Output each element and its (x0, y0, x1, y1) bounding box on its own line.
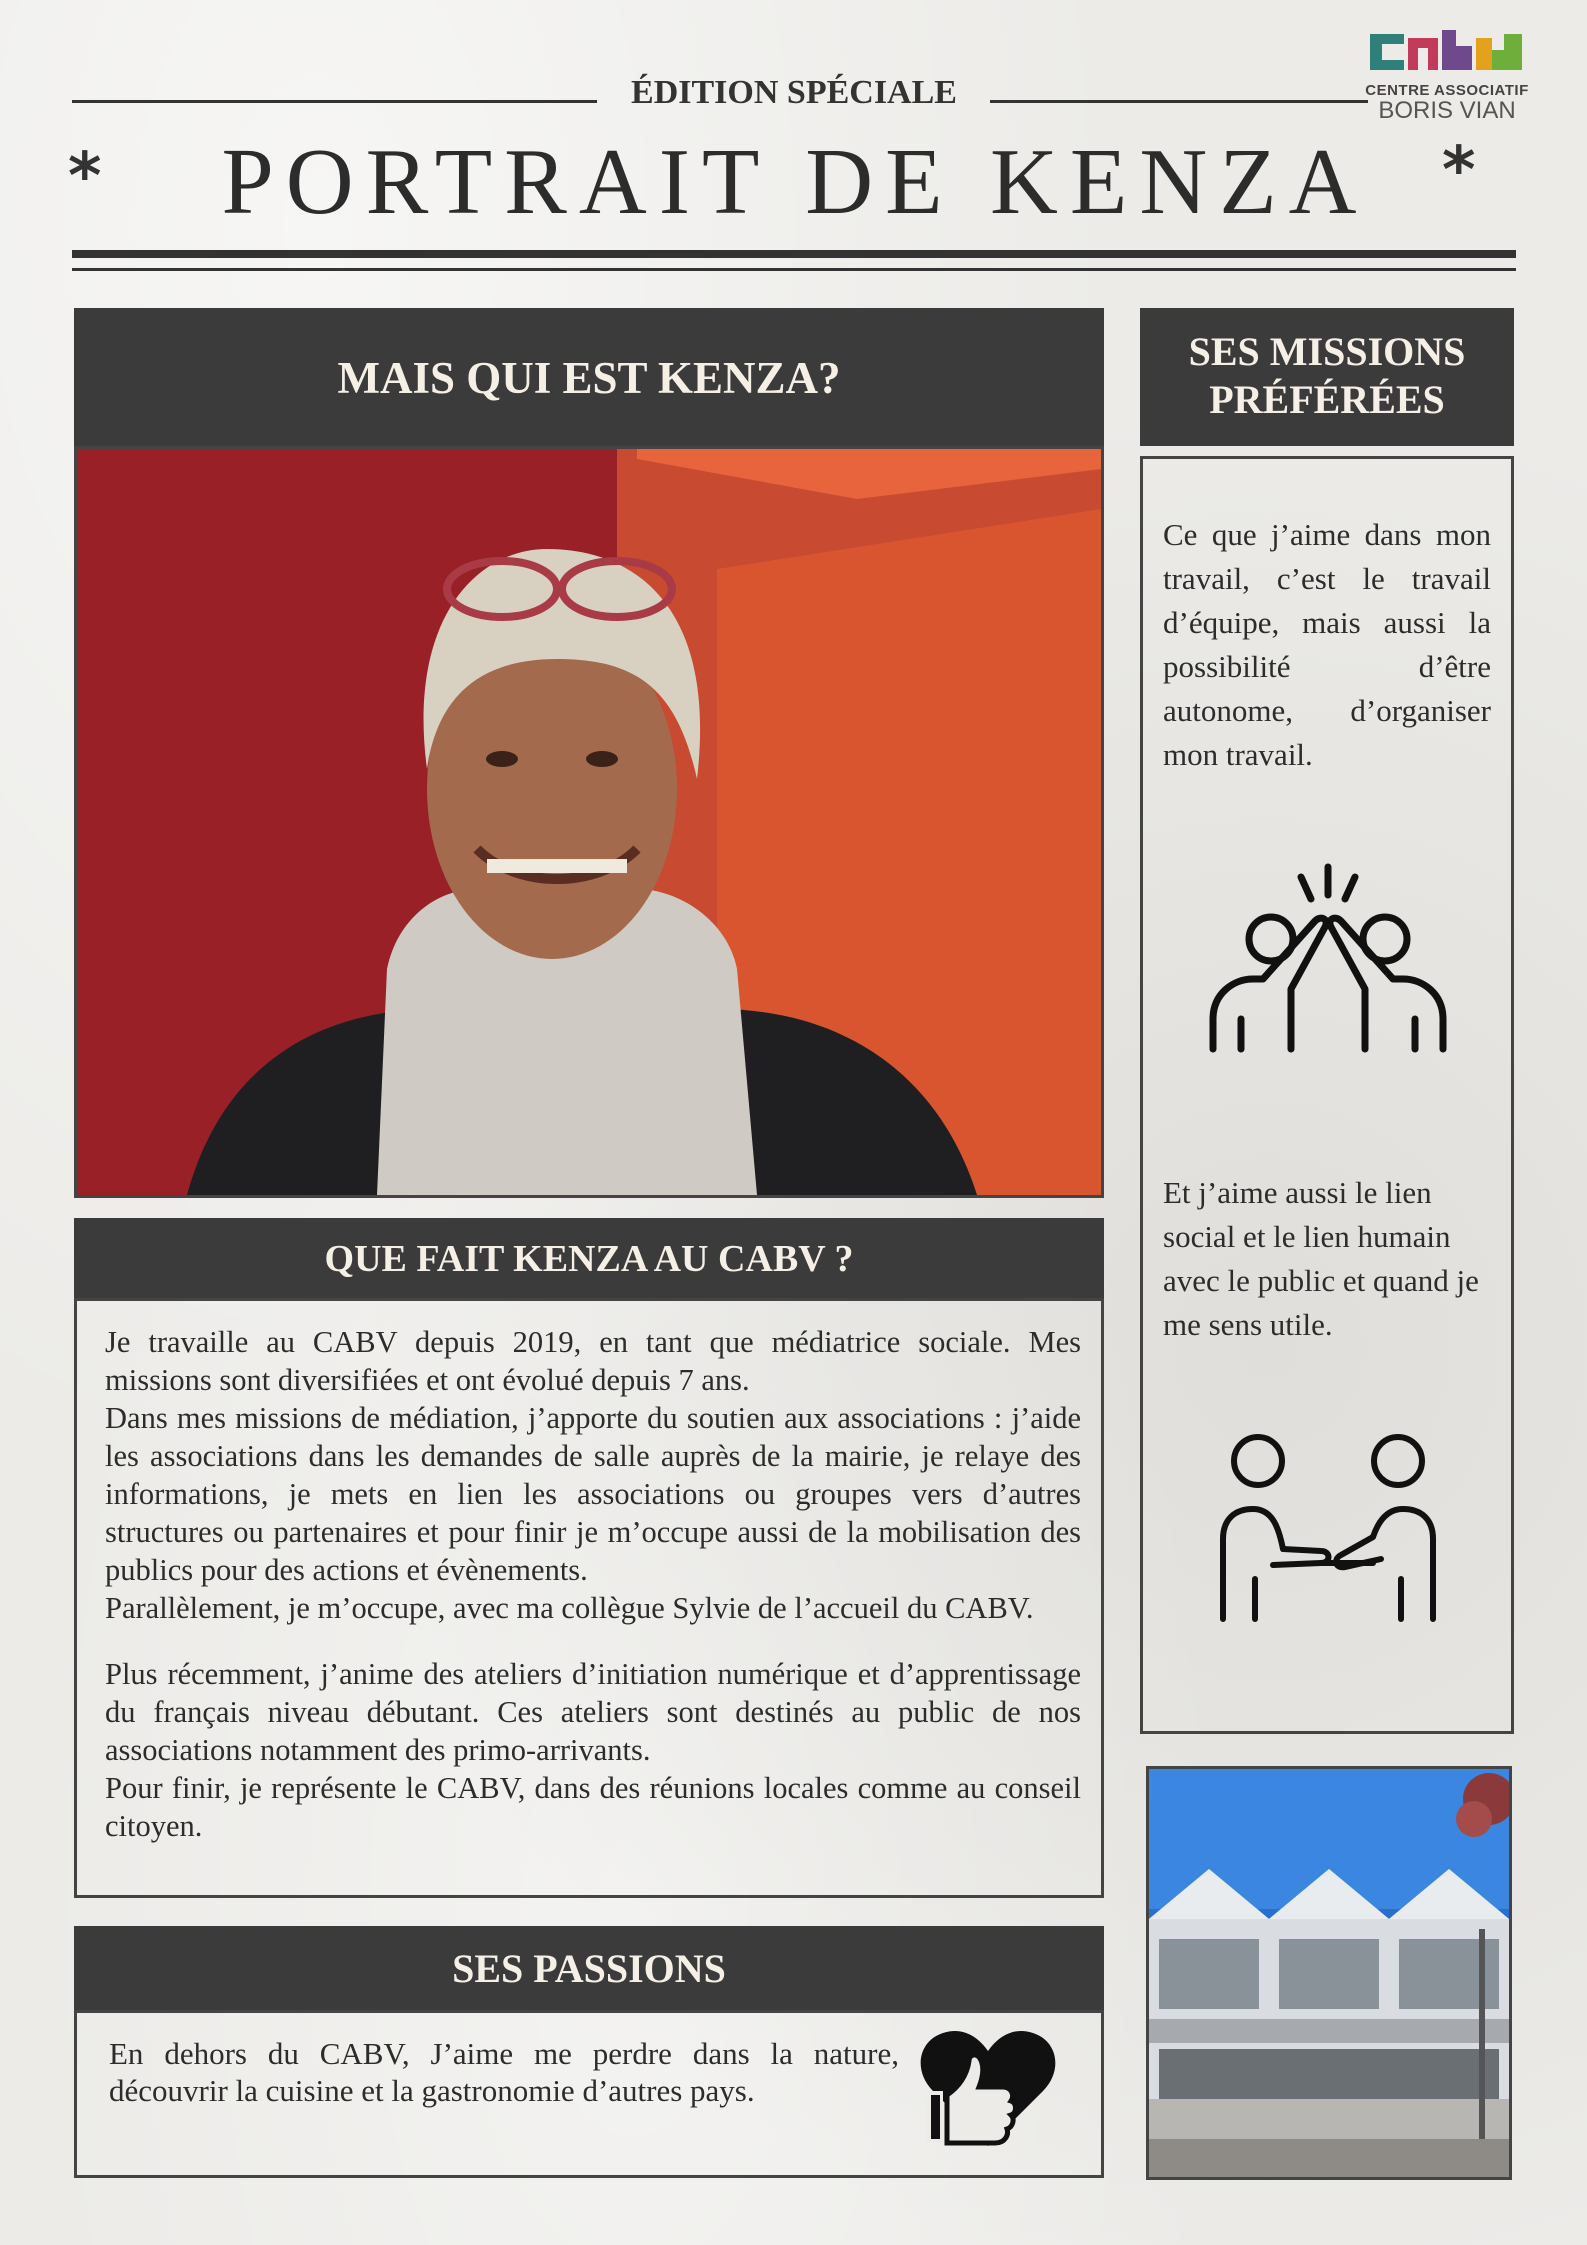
missions-paragraph-2: Et j’aime aussi le lien social et le lien humain avec le public et quand je me sens utile. (1163, 1175, 1479, 1342)
building-photo (1146, 1766, 1512, 2180)
title-rule-thin (72, 268, 1516, 271)
missions-heading-box (1140, 308, 1514, 446)
edition-label: ÉDITION SPÉCIALE (631, 74, 957, 111)
role-paragraph-1: Je travaille au CABV depuis 2019, en tant que médiatrice sociale. Mes missions sont diversifiées et ont évolué depuis 7 ans. (105, 1325, 1081, 1397)
who-heading-box (74, 308, 1104, 448)
role-paragraph-3: Parallèlement, je m’occupe, avec ma collègue Sylvie de l’accueil du CABV. (105, 1591, 1034, 1625)
building-image (1149, 1769, 1509, 2177)
who-heading: MAIS QUI EST KENZA? (337, 353, 841, 403)
role-body (105, 1323, 1081, 1845)
thumbs-up-heart-icon (913, 2021, 1063, 2161)
logo-line2: BORIS VIAN (1378, 97, 1516, 124)
high-five-icon (1203, 859, 1453, 1059)
missions-heading-line2: PRÉFÉRÉES (1209, 377, 1445, 422)
cabv-logo (1362, 28, 1532, 124)
missions-paragraph-1: Ce que j’aime dans mon travail, c’est le travail d’équipe, mais aussi la possibilité d’être autonome, d’organiser mon travail. (1163, 517, 1491, 772)
portrait-photo (74, 446, 1104, 1198)
helping-hand-icon (1213, 1429, 1443, 1629)
portrait-image (77, 449, 1101, 1195)
logo-line1: CENTRE ASSOCIATIF (1365, 82, 1529, 99)
passions-text: En dehors du CABV, J’aime me perdre dans la nature, découvrir la cuisine et la gastronomie d’autres pays. (109, 2036, 899, 2108)
asterisk-left: * (68, 140, 102, 214)
missions-text-box (1140, 456, 1514, 1734)
cabv-logo-mark (1362, 28, 1532, 76)
role-text-box (74, 1298, 1104, 1898)
header-rule-right (990, 100, 1368, 103)
missions-heading-line1: SES MISSIONS (1188, 329, 1466, 374)
role-paragraph-4: Plus récemment, j’anime des ateliers d’initiation numérique et d’apprentissage du français niveau débutant. Ces ateliers sont destinés au public de nos associations notamment des primo-arrivants. (105, 1657, 1081, 1767)
role-heading: QUE FAIT KENZA AU CABV ? (324, 1238, 854, 1280)
passions-heading-box (74, 1926, 1104, 2012)
title-rule-thick (72, 250, 1516, 258)
role-paragraph-5: Pour finir, je représente le CABV, dans des réunions locales comme au conseil citoyen. (105, 1771, 1081, 1843)
header-rule-left (72, 100, 597, 103)
role-paragraph-2: Dans mes missions de médiation, j’apporte du soutien aux associations : j’aide les associations dans les demandes de salle auprès de la mairie, je relaye des informations, je mets en lien les associations ou groupes vers d’autres structures ou partenaires et pour finir je m’occupe aussi de la mobilisation des publics pour des actions et évènements. (105, 1401, 1081, 1587)
passions-text-box (74, 2010, 1104, 2178)
page-title: PORTRAIT DE KENZA (221, 130, 1369, 234)
role-heading-box (74, 1218, 1104, 1300)
asterisk-right: * (1442, 134, 1476, 208)
passions-heading: SES PASSIONS (452, 1946, 726, 1991)
